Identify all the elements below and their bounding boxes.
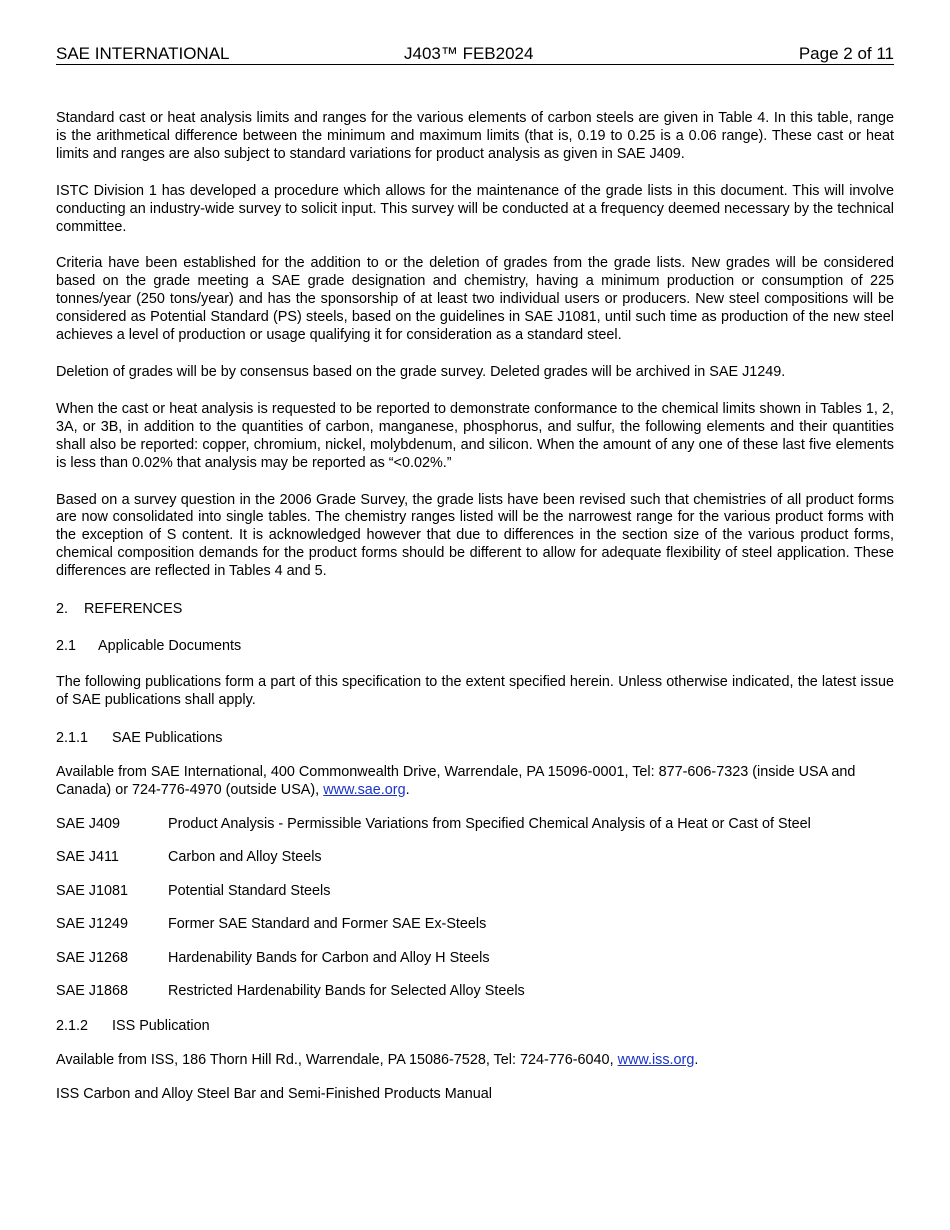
reference-entry [56, 848, 894, 866]
section-title: Applicable Documents [98, 638, 242, 655]
reference-title: Product Analysis - Permissible Variations from Specified Chemical Analysis of a Heat or Cast of Steel [168, 815, 811, 832]
reference-id: SAE J1268 [56, 949, 129, 966]
paragraph-iss-manual: ISS Carbon and Alloy Steel Bar and Semi-Finished Products Manual [56, 1086, 492, 1103]
reference-id: SAE J1081 [56, 882, 129, 899]
section-title: REFERENCES [84, 601, 183, 618]
reference-id: SAE J1868 [56, 983, 129, 1000]
paragraph-grade-deletion: Deletion of grades will be by consensus based on the grade survey. Deleted grades will be archived in SAE J1249. [56, 363, 786, 380]
reference-title: Hardenability Bands for Carbon and Alloy H Steels [168, 949, 490, 966]
header-org: SAE INTERNATIONAL [56, 44, 230, 63]
section-number: 2. [56, 601, 69, 618]
section-number: 2.1.1 [56, 729, 89, 746]
paragraph-grade-survey: Based on a survey question in the 2006 Grade Survey, the grade lists have been revised such that chemistries of all product forms are now consolidated into single tables. The chemistry ranges listed will be the narrowest range for the various product forms with the exception of S content. It is acknowledged however that due to differences in the section size of the various product forms, chemical composition demands for the product forms should be different to allow for adequate flexibility of steel application. These differences are reflected in Tables 4 and 5. [56, 491, 894, 580]
section-title: ISS Publication [112, 1018, 210, 1035]
reference-entry [56, 982, 894, 1000]
section-number: 2.1 [56, 638, 77, 655]
sae-website-link[interactable]: www.sae.org [323, 781, 406, 798]
paragraph-iss-availability: Available from ISS, 186 Thorn Hill Rd., Warrendale, PA 15086-7528, Tel: 724-776-6040, www.iss.org. [56, 1052, 699, 1069]
reference-entry [56, 882, 894, 900]
section-heading-iss-publication [56, 1017, 894, 1035]
reference-entry [56, 815, 894, 833]
paragraph-applicable-documents: The following publications form a part of this specification to the extent specified herein. Unless otherwise indicated, the latest issue of SAE publications shall apply. [56, 674, 894, 708]
reference-id: SAE J409 [56, 815, 120, 832]
section-number: 2.1.2 [56, 1018, 89, 1035]
section-heading-sae-publications [56, 729, 894, 747]
reference-title: Former SAE Standard and Former SAE Ex-Steels [168, 916, 487, 933]
reference-title: Carbon and Alloy Steels [168, 849, 322, 866]
reference-id: SAE J411 [56, 849, 119, 866]
page-header [56, 44, 894, 65]
reference-entry [56, 949, 894, 967]
reference-title: Restricted Hardenability Bands for Selected Alloy Steels [168, 983, 525, 1000]
reference-id: SAE J1249 [56, 916, 129, 933]
section-title: SAE Publications [112, 729, 223, 746]
section-heading-applicable-documents [56, 637, 894, 655]
header-page-number: Page 2 of 11 [798, 44, 894, 63]
paragraph-grade-criteria: Criteria have been established for the addition to or the deletion of grades from the grade lists. New grades will be considered based on the grade meeting a SAE grade designation and chemistry, having a minimum production or consumption of 225 tonnes/year (250 tons/year) and has the sponsorship of at least two individual users or producers. New steel compositions will be considered as Potential Standard (PS) steels, based on the guidelines in SAE J1081, until such time as production of the new steel achieves a level of production or usage qualifying it for consideration as a standard steel. [56, 255, 894, 344]
paragraph-cast-analysis: When the cast or heat analysis is requested to be reported to demonstrate conformance to the chemical limits shown in Tables 1, 2, 3A, or 3B, in addition to the quantities of carbon, manganese, phosphorus, and sulfur, the following elements and their quantities shall also be reported: copper, chromium, nickel, molybdenum, and silicon. When the amount of any one of these last five elements is less than 0.02% that analysis may be reported as “<0.02%.” [56, 400, 894, 471]
document-body [56, 110, 894, 1104]
paragraph-sae-availability: Available from SAE International, 400 Commonwealth Drive, Warrendale, PA 15096-0001, Tel: 877-606-7323 (inside USA and Canada) or 724-776-4970 (outside USA), www.sae.org. [56, 763, 856, 798]
reference-title: Potential Standard Steels [168, 882, 331, 899]
iss-website-link[interactable]: www.iss.org [617, 1052, 695, 1069]
section-heading-references [56, 600, 894, 618]
reference-entry [56, 915, 894, 933]
paragraph-analysis-limits: Standard cast or heat analysis limits and ranges for the various elements of carbon steels are given in Table 4. In this table, range is the arithmetical difference between the minimum and maximum limits (that is, 0.19 to 0.25 is a 0.06 range). These cast or heat limits and ranges are also subject to standard variations for product analysis as given in SAE J409. [56, 110, 894, 162]
header-doc-id: J403™ FEB2024 [404, 44, 534, 63]
availability-text: Available from ISS, 186 Thorn Hill Rd., Warrendale, PA 15086-7528, Tel: 724-776-6040, [56, 1052, 618, 1069]
availability-text: Available from SAE International, 400 Commonwealth Drive, Warrendale, PA 15096-0001, Tel: 877-606-7323 (inside USA and Canada) or 724-776-4970 (outside USA), [56, 763, 856, 798]
paragraph-istc-division: ISTC Division 1 has developed a procedure which allows for the maintenance of the grade lists in this document. This will involve conducting an industry-wide survey to solicit input. This survey will be conducted at a frequency deemed necessary by the technical committee. [56, 182, 894, 235]
